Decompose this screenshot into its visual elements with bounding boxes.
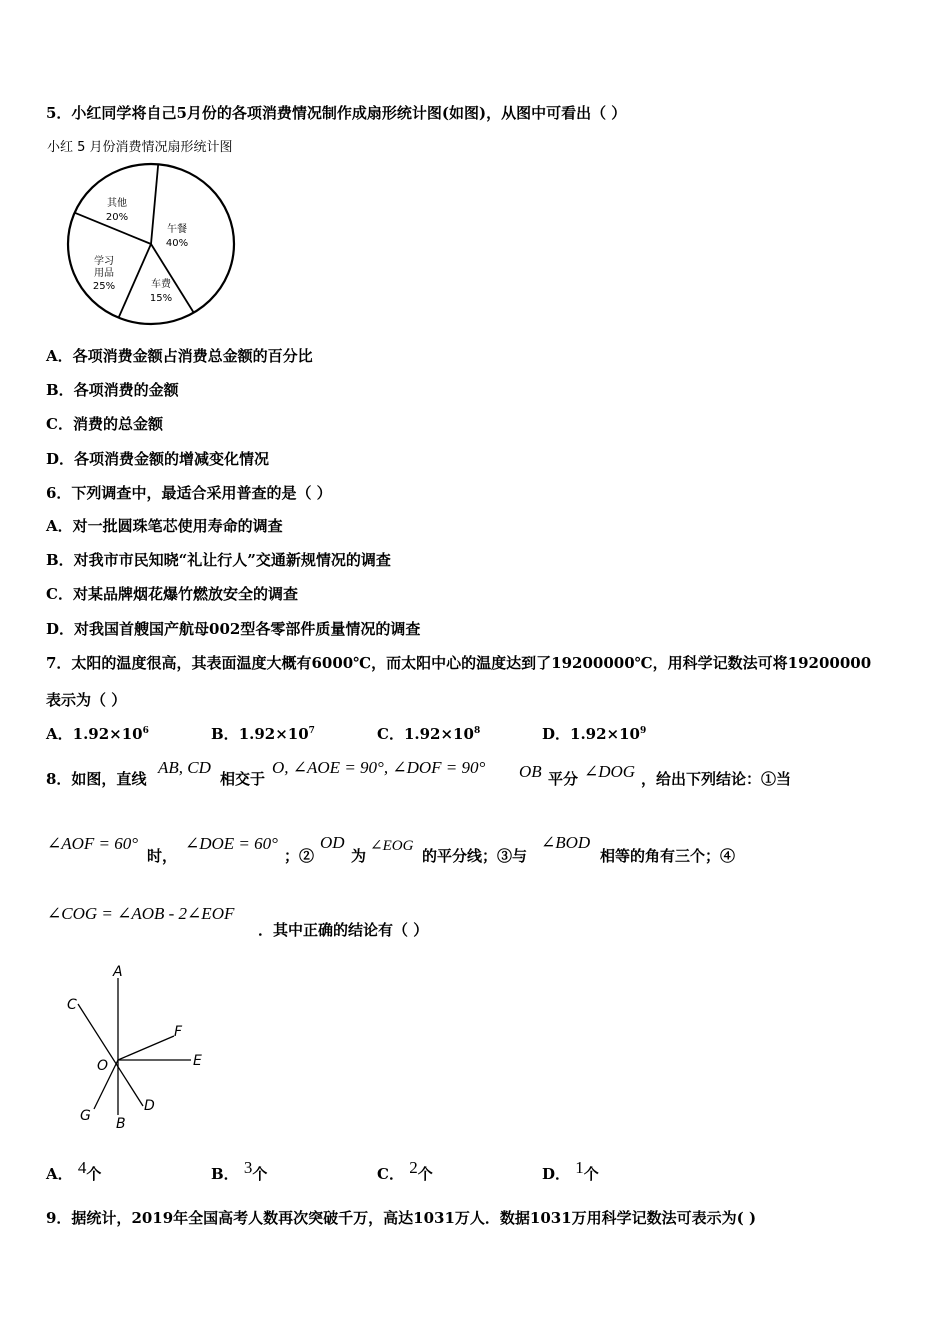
point-label-o: O <box>97 1058 109 1074</box>
q8-option-c[interactable]: C． 2个 <box>377 1158 433 1183</box>
q8-bisect: 平分 <box>548 770 579 788</box>
point-label-f: F <box>174 1024 183 1040</box>
point-label-d: D <box>144 1098 155 1114</box>
q8-math-bod: ∠BOD <box>541 833 591 852</box>
q6-option-c[interactable]: C．对某品牌烟花爆竹燃放安全的调查 <box>46 585 298 603</box>
q7-stem-line2: 表示为（ ） <box>46 691 127 709</box>
q6-option-b[interactable]: B．对我市市民知晓“礼让行人”交通新规情况的调查 <box>46 551 391 569</box>
q8-three: 相等的角有三个；④ <box>600 847 736 865</box>
line-cd <box>78 1004 143 1106</box>
point-label-c: C <box>67 997 77 1013</box>
q8-option-b[interactable]: B． 3个 <box>211 1158 268 1183</box>
slice-label-other: 其他 <box>107 198 127 209</box>
q8-math-aof: ∠AOF = 60° <box>47 834 139 853</box>
q8-option-a[interactable]: A． 4个 <box>46 1158 102 1183</box>
q7-option-d[interactable]: D．$1.92\times 10^9$ <box>542 725 647 743</box>
q8-conclusions: ，给出下列结论：①当 <box>641 770 792 788</box>
q8-intersect: 相交于 <box>220 770 266 788</box>
point-label-g: G <box>80 1108 91 1124</box>
q8-end: ．其中正确的结论有（ ） <box>258 921 429 939</box>
slice-label-fare: 车费 <box>151 279 171 290</box>
q8-math-ob: OB <box>519 762 542 781</box>
q8-math-dog: ∠DOG <box>584 762 636 781</box>
q7-option-b[interactable]: B．$1.92\times 10^7$ <box>211 725 315 743</box>
q6-stem: 6．下列调查中，最适合采用普查的是（ ） <box>46 484 332 502</box>
ray-of <box>118 1036 174 1060</box>
q8-math-cog: ∠COG = ∠AOB - 2∠EOF <box>47 904 235 923</box>
slice-label-lunch: 午餐 <box>167 224 187 235</box>
q8-math-od: OD <box>320 833 345 852</box>
slice-pct-study: 25% <box>92 281 116 292</box>
point-label-b: B <box>116 1116 126 1132</box>
q8-math-given: O, ∠AOE = 90°, ∠DOF = 90° <box>272 758 486 777</box>
point-label-e: E <box>193 1053 202 1069</box>
q8-bisector: 的平分线；③与 <box>422 847 528 865</box>
q5-option-b[interactable]: B．各项消费的金额 <box>46 381 179 399</box>
q7-option-a[interactable]: A．$1.92\times 10^6$ <box>46 725 149 743</box>
slice-label-study-1: 学习 <box>94 256 114 267</box>
q8-math-eog: ∠EOG <box>370 838 414 854</box>
q5-option-d[interactable]: D．各项消费金额的增减变化情况 <box>46 450 270 468</box>
q9-stem: 9．据统计，2019年全国高考人数再次突破千万，高达1031万人．数据1031万用科学记数法可表示为( ) <box>46 1209 757 1227</box>
q8-c2: ；② <box>284 847 315 865</box>
q8-option-d[interactable]: D． 1个 <box>542 1158 599 1183</box>
q8-figure <box>60 960 220 1135</box>
q8-prefix: 8．如图，直线 <box>46 770 147 788</box>
slice-pct-lunch: 40% <box>165 238 189 249</box>
slice-label-study-2: 用品 <box>94 268 114 279</box>
q8-math-doe: ∠DOE = 60° <box>185 834 278 853</box>
q5-option-c[interactable]: C．消费的总金额 <box>46 415 163 433</box>
point-label-a: A <box>113 964 123 980</box>
q8-is: 为 <box>351 847 367 865</box>
q7-option-c[interactable]: C．$1.92\times 10^8$ <box>377 725 481 743</box>
q5-option-a[interactable]: A．各项消费金额占消费总金额的百分比 <box>46 347 313 365</box>
q7-stem-line1: 7．太阳的温度很高，其表面温度大概有6000℃，而太阳中心的温度达到了19200000℃，用科学记数法可将19200000 <box>46 654 872 672</box>
slice-pct-other: 20% <box>105 212 129 223</box>
pie-chart-title: 小红 5 月份消费情况扇形统计图 <box>47 140 233 155</box>
q8-when: 时， <box>147 847 178 865</box>
q8-math-lines: AB, CD <box>158 758 211 777</box>
pie-chart <box>60 158 244 330</box>
slice-pct-fare: 15% <box>149 293 173 304</box>
q6-option-d[interactable]: D．对我国首艘国产航母002型各零部件质量情况的调查 <box>46 620 421 638</box>
q5-stem: 5．小红同学将自己5月份的各项消费情况制作成扇形统计图(如图)，从图中可看出（ ） <box>46 104 627 122</box>
q6-option-a[interactable]: A．对一批圆珠笔芯使用寿命的调查 <box>46 517 283 535</box>
